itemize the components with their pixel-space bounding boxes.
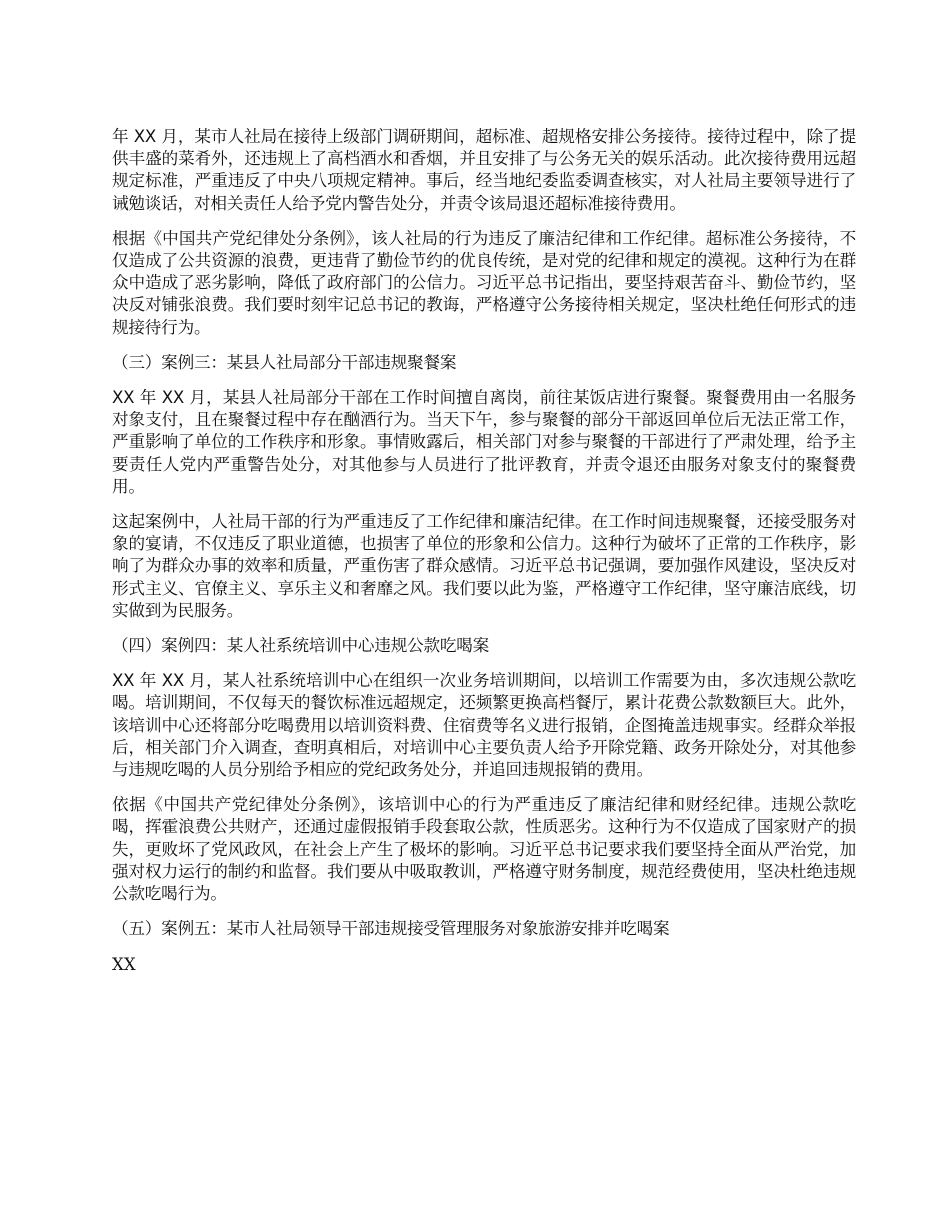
case-three-description-paragraph: XX 年 XX 月，某县人社局部分干部在工作时间擅自离岗，前往某饭店进行聚餐。聚餐费用由一名服务对象支付，且在聚餐过程中存在酗酒行为。当天下午，参与聚餐的部分干部返回单位后无法正常工作，严重影响了单位的工作秩序和形象。事情败露后，相关部门对参与聚餐的干部进行了严肃处理，给予主要责任人党内严重警告处分，对其他参与人员进行了批评教育，并责令退还由服务对象支付的聚餐费用。 xyxy=(112,388,856,496)
case-four-heading: （四）案例四：某人社系统培训中心违规公款吃喝案 xyxy=(112,636,490,656)
case-two-analysis-paragraph: 根据《中国共产党纪律处分条例》，该人社局的行为违反了廉洁纪律和工作纪律。超标准公务接待，不仅造成了公共资源的浪费，更违背了勤俭节约的优良传统，是对党的纪律和规定的漠视。这种行为在群众中造成了恶劣影响，降低了政府部门的公信力。习近平总书记指出，要坚持艰苦奋斗、勤俭节约，坚决反对铺张浪费。我们要时刻牢记总书记的教诲，严格遵守公务接待相关规定，坚决杜绝任何形式的违规接待行为。 xyxy=(112,228,856,337)
case-four-description-paragraph: XX 年 XX 月，某人社系统培训中心在组织一次业务培训期间，以培训工作需要为由，多次违规公款吃喝。培训期间，不仅每天的餐饮标准远超规定，还频繁更换高档餐厅，累计花费公款数额巨大。此外，该培训中心还将部分吃喝费用以培训资料费、住宿费等名义进行报销，企图掩盖违规事实。经群众举报后，相关部门介入调查，查明真相后，对培训中心主要负责人给予开除党籍、政务开除处分，对其他参与违规吃喝的人员分别给予相应的党纪政务处分，并追回违规报销的费用。 xyxy=(112,671,856,780)
case-five-heading: （五）案例五：某市人社局领导干部违规接受管理服务对象旅游安排并吃喝案 xyxy=(112,919,670,939)
case-five-description-start: XX xyxy=(112,954,136,974)
case-four-analysis-paragraph: 依据《中国共产党纪律处分条例》，该培训中心的行为严重违反了廉洁纪律和财经纪律。违规公款吃喝，挥霍浪费公共财产，还通过虚假报销手段套取公款，性质恶劣。这种行为不仅造成了国家财产的损失，更败坏了党风政风，在社会上产生了极坏的影响。习近平总书记要求我们要坚持全面从严治党，加强对权力运行的制约和监督。我们要从中吸取教训，严格遵守财务制度，规范经费使用，坚决杜绝违规公款吃喝行为。 xyxy=(112,795,856,904)
case-three-analysis-paragraph: 这起案例中，人社局干部的行为严重违反了工作纪律和廉洁纪律。在工作时间违规聚餐，还接受服务对象的宴请，不仅违反了职业道德，也损害了单位的形象和公信力。这种行为破坏了正常的工作秩序，影响了为群众办事的效率和质量，严重伤害了群众感情。习近平总书记强调，要加强作风建设，坚决反对形式主义、官僚主义、享乐主义和奢靡之风。我们要以此为鉴，严格遵守工作纪律，坚守廉洁底线，切实做到为民服务。 xyxy=(112,512,856,620)
document-page xyxy=(112,126,856,976)
case-two-description-paragraph: 年 XX 月，某市人社局在接待上级部门调研期间，超标准、超规格安排公务接待。接待过程中，除了提供丰盛的菜肴外，还违规上了高档酒水和香烟，并且安排了与公务无关的娱乐活动。此次接待费用远超规定标准，严重违反了中央八项规定精神。事后，经当地纪委监委调查核实，对人社局主要领导进行了诫勉谈话，对相关责任人给予党内警告处分，并责令该局退还超标准接待费用。 xyxy=(112,127,856,213)
case-three-heading: （三）案例三：某县人社局部分干部违规聚餐案 xyxy=(112,352,457,372)
